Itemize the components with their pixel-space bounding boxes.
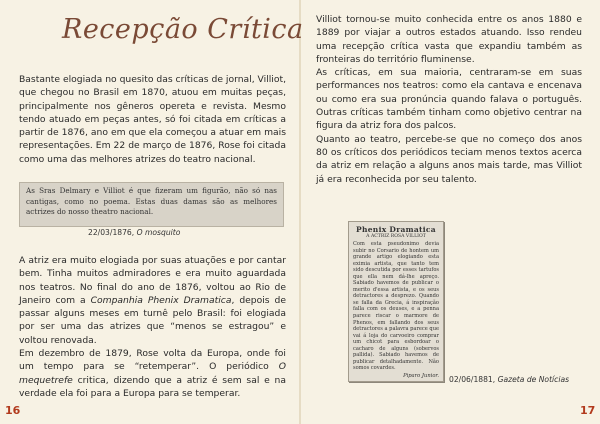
italic-text: Companhia Phenix Dramatica (90, 294, 232, 306)
caption-date: 22/03/1876, (88, 228, 137, 237)
caption-date: 02/06/1881, (449, 375, 498, 384)
italic-text: O mequetrefe (19, 361, 286, 386)
clipping-text: As Sras Delmary e Villiot é que fizeram um figurão, não só nas cantigas, como no poema. Estas duas damas são as melhores actrizes do nosso theatro nacional. (26, 186, 277, 216)
paragraph-text: , depois de passar alguns meses em turnê pelo Brasil: foi elogiada por ser uma das atrizes que “menos se estragou” e voltou renovada. (19, 294, 287, 346)
clipping-signature: Piparo Junior. (403, 372, 439, 379)
clipping-heading: Phenix Dramatica (356, 225, 436, 234)
paragraph (19, 254, 286, 347)
clipping-caption (449, 375, 569, 384)
paragraph: As críticas, em sua maioria, centraram-se em suas performances nos teatros: como ela cantava e encenava ou como era sua pronúncia quando falava o português. Outras críticas também tinham como objetivo centrar na figura da atriz fora dos palcos. (316, 67, 582, 132)
clipping-subheading: A ACTRIZ ROSA VILLIOT (366, 234, 426, 239)
caption-source: Gazeta de Notícias (497, 375, 570, 384)
page-number-left: 16 (5, 404, 21, 417)
page-gutter (299, 0, 301, 424)
newspaper-clipping-image (348, 221, 444, 382)
left-column-intro (19, 73, 286, 166)
clipping-body: Com esta pseudonimo devia subir no Corsario de hontem um grande artigo elogiando esta eximia artista, que tanto tem sido descutida por esses tartufos que ella nem dá-lhe apreço. Sabiado havemos de publicar o merito d'essa artista, e os seus detractores a desprezo. Quando se falla da Grecia, á inspiração falla com os deuses, e a penna parece riscar o marmore de Phenos, em fallando dos seus detractores a palavra parece que vai á loja do carvoeiro comprar um chicot para esbordoar o cacharo de alguns (sobervos pallida). Sabiado havemos de publicar detalhadamente. Não somos covardes. (353, 241, 439, 372)
page-title: Recepção Crítica (62, 14, 304, 45)
right-column (316, 13, 582, 186)
newspaper-clipping-image (19, 182, 284, 227)
paragraph-text: Em dezembro de 1879, Rose volta da Europa, onde foi um tempo para se “retemperar”. O periódico (19, 348, 286, 373)
paragraph: Villiot tornou-se muito conhecida entre os anos 1880 e 1889 por viajar a outros estados atuando. Isso rendeu uma recepção crítica vasta que expandiu também as fronteiras do território fluminense. (316, 14, 582, 65)
paragraph-text: A atriz era muito elogiada por suas atuações e por cantar bem. Tinha muitos admiradores e era muito aguardada nos teatros. No final do ano de 1876, voltou ao Rio de Janeiro com a (19, 255, 286, 306)
left-column-body (19, 254, 286, 400)
clipping-caption (88, 228, 180, 237)
paragraph: Quanto ao teatro, percebe-se que no começo dos anos 80 os críticos dos periódicos teciam menos textos acerca da atriz em relação a alguns anos mais tarde, mas Villiot já era reconhecida por seu talento. (316, 133, 582, 185)
paragraph: Bastante elogiada no quesito das críticas de jornal, Villiot, que chegou no Brasil em 1870, atuou em muitas peças, principalmente nos gêneros opereta e revista. Mesmo tendo atuado em peças antes, só foi citada em críticas a partir de 1876, ano em que ela começou a atuar em mais representações. Em 22 de março de 1876, Rose foi citada como uma das melhores atrizes do teatro nacional. (19, 74, 286, 165)
page-number-right: 17 (580, 404, 596, 417)
caption-source: O mosquito (136, 228, 181, 237)
paragraph-text: critica, dizendo que a atriz é sem sal e na verdade ela foi para a Europa para se temperar. (19, 374, 286, 399)
paragraph (19, 347, 286, 400)
